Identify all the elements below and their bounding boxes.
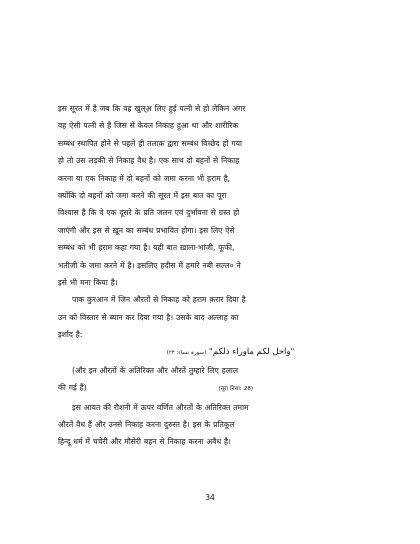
text-line: विश्वास है कि वे एक दूसरे के प्रति जलन एवं दुर्भावना से ग्रस्त हो (58, 208, 240, 218)
text-block (58, 100, 363, 451)
text-line: सम्बंध को भी हराम कहा गया है। यही बात ख़ाला-भांजी, फूफी, (58, 243, 235, 253)
text-line: (और इन औरतों के अतिरिक्त और औरतें तुम्हारे लिए हलाल (72, 365, 238, 375)
text-line: इस आयत की रौशनी में ऊपर वर्णित औरतों के अतिरिक्त तमाम (72, 402, 249, 412)
paragraph-2 (58, 291, 363, 343)
text-line: औरतें वैध हैं और उनसे निकाह करना दुरुस्त है। इस के प्रतिकूल (58, 419, 235, 429)
verse-translation (58, 362, 363, 399)
text-line: पाक कुरआन में जिन औरतों से निकाह को हराम क़रार दिया है (72, 295, 246, 305)
text-line: हिन्दू धर्म में चचेरी और मौसेरी बहन से निकाह करना अवैध है। (58, 437, 231, 447)
text-line: सम्बंध स्थापित होने से पहले ही तलाक़ द्वारा सम्बंध विच्छेद हो गया (58, 138, 243, 148)
arabic-verse (58, 344, 363, 362)
paragraph-3 (58, 399, 363, 451)
verse-citation: (सूरा निसा: 28) (218, 386, 253, 393)
text-line: इर्शाद है: (58, 330, 83, 340)
text-line: वह ऐसी पत्नी से है जिस से केवल निकाह हुआ था और शारीरिक (58, 121, 239, 131)
paragraph-1 (58, 100, 363, 291)
arabic-verse-text: "واحل لكم ماوراء ذلكم" (208, 346, 295, 357)
page-number: 34 (205, 493, 215, 502)
text-line: इसे भी मना किया है। (58, 278, 118, 288)
text-line: इस सूरत में है जब कि वह खुल्अ़ लिए हुई पत्नी से हो लेकिन अगर (58, 104, 246, 113)
text-line: क्योंकि दो बहनों को जमा करने की सूरत में इस बात का पूरा (58, 191, 227, 201)
text-line: करना या एक निकाह में दो बहनों को जमा करना भी हराम है, (58, 173, 231, 183)
text-line: हो तो उस लड़की से निकाह वैध है। एक साथ दो बहनों से निकाह (58, 156, 240, 166)
translation-last-line (58, 379, 363, 398)
text-line: जाएंगी और इस से ख़ून का सम्बंध प्रभावित होगा। इस लिए ऐसे (58, 225, 235, 235)
text-line: की गई हैं) (58, 383, 87, 393)
arabic-verse-reference: (سورہ نساء: ۲۴) (166, 349, 207, 356)
text-line: उन को विस्तार से ब्यान कर दिया गया है। उसके बाद अल्लाह का (58, 312, 239, 322)
text-line: भतीजी के जमा करने में है। इसलिए हदीस में हमारे नबी सल्ल० ने (58, 260, 241, 270)
